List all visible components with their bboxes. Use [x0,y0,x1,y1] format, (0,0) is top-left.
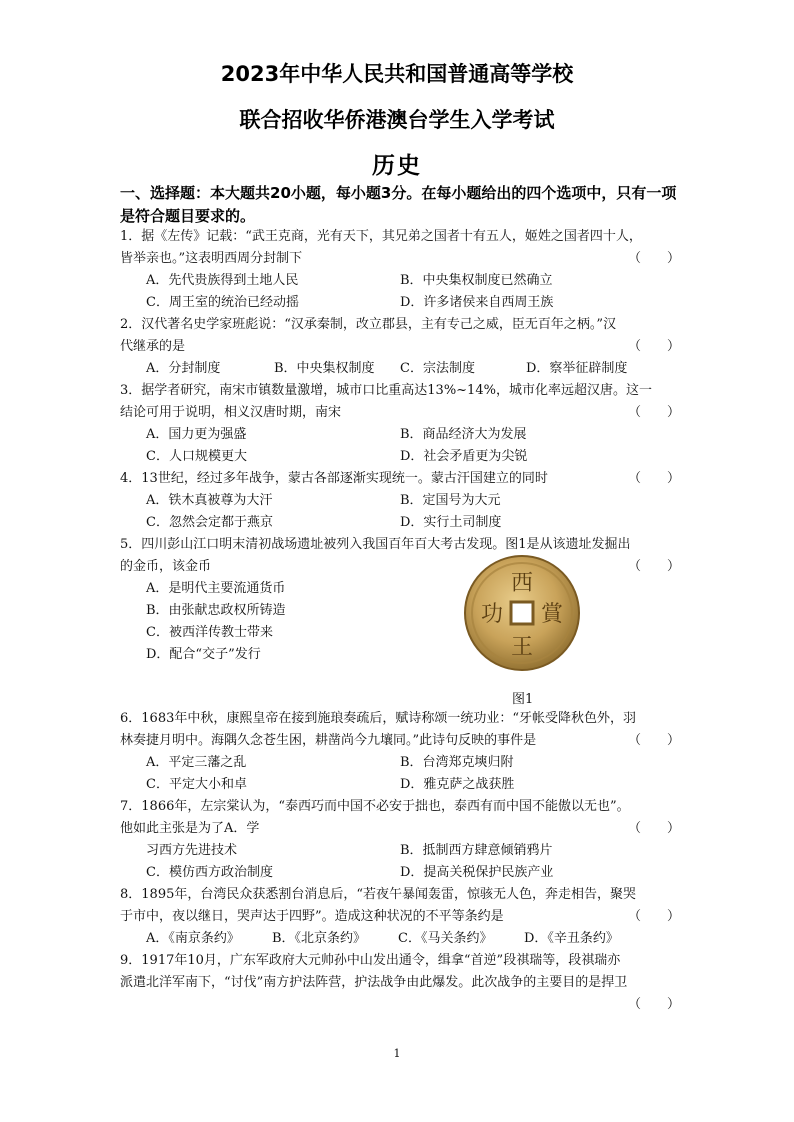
q3-option-a: A．国力更为强盛 [146,427,247,442]
question-7-line1: 7．1866年，左宗棠认为，“泰西巧而中国不必安于拙也，泰西有而中国不能傲以无也”。 [120,799,630,814]
section-heading: 一、选择题：本大题共20小题，每小题3分。在每小题给出的四个选项中，只有一项是符合题目要求的。 [120,184,677,225]
question-9-line1: 9．1917年10月，广东军政府大元帅孙中山发出通令，缉拿“首逆”段祺瑞等，段祺瑞亦 [120,953,621,968]
answer-paren-9: （ ） [628,997,681,1012]
q6-option-b: B．台湾郑克塽归附 [400,755,514,770]
q7-option-a-cont: 习西方先进技术 [146,843,238,858]
coin-char-top: 西 [510,571,534,596]
coin-char-right: 賞 [540,602,564,627]
answer-paren-8: （ ） [628,909,681,924]
question-9-line2: 派遣北洋军南下，“讨伐”南方护法阵营，护法战争由此爆发。此次战争的主要目的是捍卫 [120,975,628,990]
q2-option-c: C．宗法制度 [400,361,475,376]
q4-option-b: B．定国号为大元 [400,493,501,508]
q5-option-c: C．被西洋传教士带来 [146,625,273,640]
q3-option-d: D．社会矛盾更为尖锐 [400,449,528,464]
question-1-line2: 皆举亲也。”这表明西周分封制下 [120,251,303,266]
q8-option-c: C．《马关条约》 [398,931,493,946]
q6-option-a: A．平定三藩之乱 [146,755,247,770]
q6-option-d: D．雅克萨之战获胜 [400,777,515,792]
question-2-line1: 2．汉代著名史学家班彪说：“汉承秦制，改立郡县，主有专己之威，臣无百年之柄。”汉 [120,317,617,332]
subject-title: 历史 [372,153,422,179]
q1-option-b: B．中央集权制度已然确立 [400,273,553,288]
q2-option-b: B．中央集权制度 [274,361,375,376]
gold-coin-figure [463,554,581,672]
q7-option-b: B．抵制西方肆意倾销鸦片 [400,843,553,858]
q4-option-c: C．忽然会定都于燕京 [146,515,273,530]
q5-option-a: A．是明代主要流通货币 [146,581,286,596]
figure-caption: 图1 [512,692,534,707]
question-8-line1: 8．1895年，台湾民众获悉割台消息后，“若夜午暴闻轰雷，惊骇无人色，奔走相告，聚哭 [120,887,637,902]
answer-paren-3: （ ） [628,405,681,420]
q6-option-c: C．平定大小和卓 [146,777,247,792]
q5-option-d: D．配合“交子”发行 [146,647,261,662]
q1-option-c: C．周王室的统治已经动摇 [146,295,299,310]
q4-option-a: A．铁木真被尊为大汗 [146,493,273,508]
q3-option-c: C．人口规模更大 [146,449,247,464]
exam-title-line2: 联合招收华侨港澳台学生入学考试 [239,108,555,132]
answer-paren-4: （ ） [628,471,681,486]
question-3-line2: 结论可用于说明，相义汉唐时期，南宋 [120,405,342,420]
question-6-line1: 6．1683年中秋，康熙皇帝在接到施琅奏疏后，赋诗称颂一统功业：“牙帐受降秋色外，羽 [120,711,637,726]
q7-option-d: D．提高关税保护民族产业 [400,865,554,880]
answer-paren-2: （ ） [628,339,681,354]
answer-paren-1: （ ） [628,251,681,266]
question-6-line2: 林奏捷月明中。海隅久念苍生困，耕凿尚今九壤同。”此诗句反映的事件是 [120,733,537,748]
q8-option-a: A．《南京条约》 [146,931,240,946]
q4-option-d: D．实行土司制度 [400,515,502,530]
q8-option-d: D．《辛丑条约》 [524,931,619,946]
question-4-line1: 4．13世纪，经过多年战争，蒙古各部逐渐实现统一。蒙古汗国建立的同时 [120,471,548,486]
question-2-line2: 代继承的是 [120,339,186,354]
question-3-line1: 3．据学者研究，南宋市镇数量激增，城市口比重高达13%~14%，城市化率远超汉唐。这一 [120,383,652,398]
answer-paren-7: （ ） [628,821,681,836]
q1-option-a: A．先代贵族得到土地人民 [146,273,299,288]
q3-option-b: B．商品经济大为发展 [400,427,527,442]
q2-option-a: A．分封制度 [146,361,221,376]
page-number: 1 [393,1047,401,1060]
question-5-line1: 5．四川彭山江口明末清初战场遗址被列入我国百年百大考古发现。图1是从该遗址发掘出 [120,537,631,552]
question-7-line2: 他如此主张是为了A．学 [120,821,260,836]
answer-paren-5: （ ） [628,559,681,574]
question-1-line1: 1．据《左传》记载：“武王克商，光有天下，其兄弟之国者十有五人，姬姓之国者四十人， [120,229,642,244]
q5-option-b: B．由张献忠政权所铸造 [146,603,286,618]
question-5-line2: 的金币，该金币 [120,559,212,574]
q7-option-c: C．模仿西方政治制度 [146,865,273,880]
coin-char-left: 功 [480,602,504,627]
q1-option-d: D．许多诸侯来自西周王族 [400,295,554,310]
q2-option-d: D．察举征辟制度 [526,361,628,376]
exam-title-line1: 2023年中华人民共和国普通高等学校 [220,62,574,86]
question-8-line2: 于市中，夜以继日，哭声达于四野”。造成这种状况的不平等条约是 [120,909,504,924]
q8-option-b: B．《北京条约》 [272,931,367,946]
answer-paren-6: （ ） [628,733,681,748]
coin-char-bottom: 王 [510,635,534,660]
